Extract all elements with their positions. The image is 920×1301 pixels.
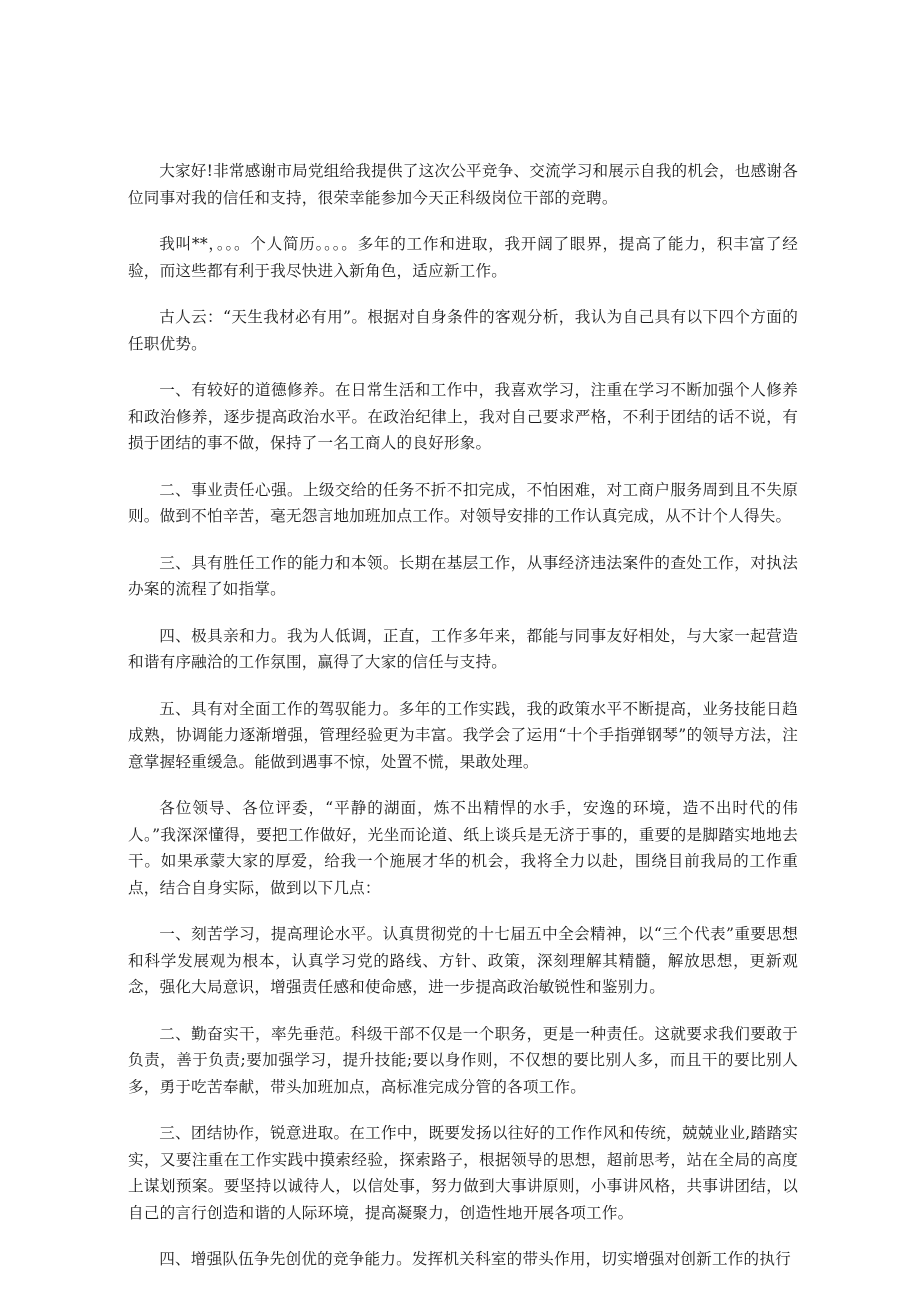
- paragraph-plan-4: 四、增强队伍争先创优的竞争能力。发挥机关科室的带头作用，切实增强对创新工作的执行: [159, 1250, 791, 1268]
- paragraph-introduction: 我叫**，。。。个人简历。。。。多年的工作和进取，我开阔了眼界，提高了能力，积丰富了经验，而这些都有利于我尽快进入新角色，适应新工作。: [128, 235, 798, 280]
- paragraph-advantages-intro: 古人云：“天生我材必有用”。根据对自身条件的客观分析，我认为自己具有以下四个方面的任职优势。: [128, 308, 798, 353]
- paragraph-greeting: 大家好!非常感谢市局党组给我提供了这次公平竞争、交流学习和展示自我的机会，也感谢各位同事对我的信任和支持，很荣幸能参加今天正科级岗位干部的竞聘。: [128, 162, 798, 207]
- paragraph-advantage-5: 五、具有对全面工作的驾驭能力。多年的工作实践，我的政策水平不断提高，业务技能日趋成熟，协调能力逐渐增强，管理经验更为丰富。我学会了运用“十个手指弹钢琴”的领导方法，注意掌握轻重缓急。能做到遇事不惊，处置不慌，果敢处理。: [128, 699, 798, 771]
- paragraph-advantage-1: 一、有较好的道德修养。在日常生活和工作中，我喜欢学习，注重在学习不断加强个人修养和政治修养，逐步提高政治水平。在政治纪律上，我对自己要求严格，不利于团结的话不说，有损于团结的事不做，保持了一名工商人的良好形象。: [128, 381, 798, 452]
- paragraph-plan-3: 三、团结协作，锐意进取。在工作中，既要发扬以往好的工作作风和传统，兢兢业业,踏踏实实，又要注重在工作实践中摸索经验，探索路子，根据领导的思想，超前思考，站在全局的高度上谋划预案。要坚持以诚待人，以信处事，努力做到大事讲原则，小事讲风格，共事讲团结，以自己的言行创造和谐的人际环境，提高凝聚力，创造性地开展各项工作。: [128, 1124, 798, 1222]
- paragraph-plan-1: 一、刻苦学习，提高理论水平。认真贯彻党的十七届五中全会精神，以“三个代表”重要思想和科学发展观为根本，认真学习党的路线、方针、政策，深刻理解其精髓，解放思想，更新观念，强化大局意识，增强责任感和使命感，进一步提高政治敏锐性和鉴别力。: [128, 925, 798, 996]
- paragraph-advantage-3: 三、具有胜任工作的能力和本领。长期在基层工作，从事经济违法案件的查处工作，对执法办案的流程了如指掌。: [128, 553, 798, 598]
- paragraph-commitment-intro: 各位领导、各位评委，“平静的湖面，炼不出精悍的水手，安逸的环境，造不出时代的伟人。”我深深懂得，要把工作做好，光坐而论道、纸上谈兵是无济于事的，重要的是脚踏实地地去干。如果承蒙大家的厚爱，给我一个施展才华的机会，我将全力以赴，围绕目前我局的工作重点，结合自身实际，做到以下几点：: [128, 799, 798, 897]
- paragraph-advantage-4: 四、极具亲和力。我为人低调，正直，工作多年来，都能与同事友好相处，与大家一起营造和谐有序融洽的工作氛围，赢得了大家的信任与支持。: [128, 626, 798, 671]
- paragraph-plan-2: 二、勤奋实干，率先垂范。科级干部不仅是一个职务，更是一种责任。这就要求我们要敢于负责，善于负责;要加强学习，提升技能;要以身作则，不仅想的要比别人多，而且干的要比别人多，勇于吃苦奉献，带头加班加点，高标准完成分管的各项工作。: [128, 1024, 798, 1096]
- document-body: [128, 158, 798, 1293]
- paragraph-advantage-2: 二、事业责任心强。上级交给的任务不折不扣完成，不怕困难，对工商户服务周到且不失原则。做到不怕辛苦，毫无怨言地加班加点工作。对领导安排的工作认真完成，从不计个人得失。: [128, 480, 798, 525]
